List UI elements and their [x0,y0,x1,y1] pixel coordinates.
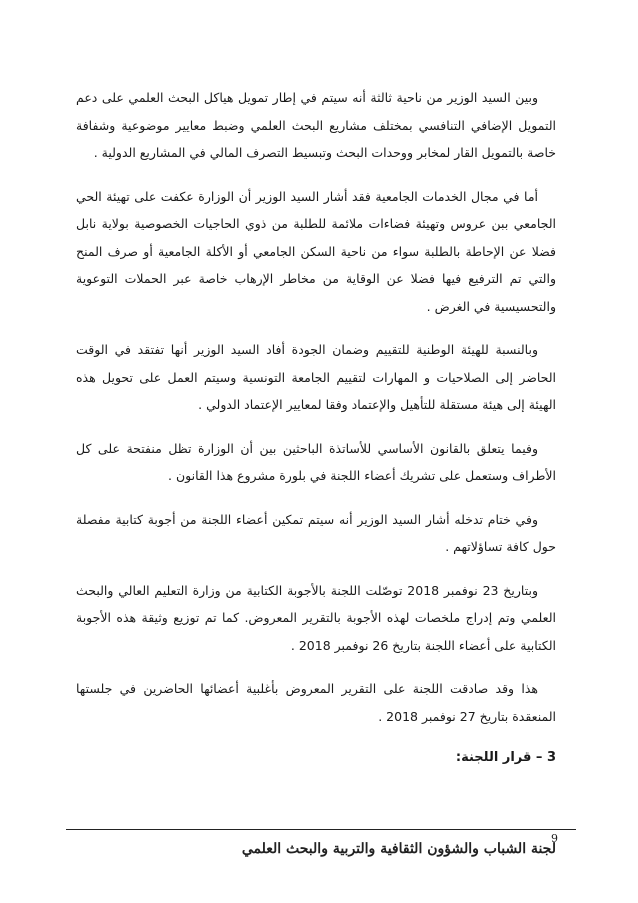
paragraph-approval: هذا وقد صادقت اللجنة على التقرير المعروض بأغلبية أعضائها الحاضرين في جلستها المنعقدة بتاريخ 27 نوفمبر 2018 . [76,681,556,724]
section-heading-committee-decision: 3 – قرار اللجنة: [455,750,556,765]
page-number: 9 [551,832,558,845]
footer-divider [66,829,576,830]
paragraph-written-answers: وفي ختام تدخله أشار السيد الوزير أنه سيتم تمكين أعضاء اللجنة من أجوبة كتابية مفصلة حول كافة تساؤلاتهم . [76,511,556,554]
paragraph-answers-received: وبتاريخ 23 نوفمبر 2018 توصّلت اللجنة بالأجوبة الكتابية من وزارة التعليم العالي والبحث العلمي وتم إدراج ملخصات لهذه الأجوبة بالتقرير المعروض. كما تم توزيع وثيقة هذه الأجوبة الكتابية على أعضاء اللجنة بتاريخ 26 نوفمبر 2018 . [76,582,556,653]
footer-committee-name: لجنة الشباب والشؤون الثقافية والتربية والبحث العلمي [241,841,556,857]
paragraph-evaluation-authority: وبالنسبة للهيئة الوطنية للتقييم وضمان الجودة أفاد السيد الوزير أنها تفتقد في الوقت الحاضر إلى الصلاحيات و المهارات لتقييم الجامعة التونسية وسيتم العمل على تحويل هذه الهيئة إلى هيئة مستقلة للتأهيل والإعتماد وفقا لمعايير الإعتماد الدولي . [76,342,556,412]
paragraph-research-funding: وبين السيد الوزير من ناحية ثالثة أنه سيتم في إطار تمويل هياكل البحث العلمي على دعم التمويل الإضافي التنافسي بمختلف مشاريع البحث العلمي وضبط معايير موضوعية وشفافة خاصة بالتمويل القار لمخابر ووحدات البحث وتبسيط التصرف المالي في المشاريع الدولية . [76,90,556,160]
paragraph-basic-law: وفيما يتعلق بالقانون الأساسي للأساتذة الباحثين بين أن الوزارة تظل منفتحة على كل الأطراف وستعمل على تشريك أعضاء اللجنة في بلورة مشروع هذا القانون . [76,440,556,483]
document-body [76,84,556,770]
paragraph-university-services: أما في مجال الخدمات الجامعية فقد أشار السيد الوزير أن الوزارة عكفت على تهيئة الحي الجامعي ببن عروس وتهيئة فضاءات ملائمة للطلبة من ذوي الحاجيات الخصوصية بولاية نابل فضلا عن الإحاطة بالطلبة سواء من ناحية السكن الجامعي أو الأكلة الجامعية أو صرف المنح والتي تم الترفيع فيها فضلا عن الوقاية من مخاطر الإرهاب خاصة عبر الحملات التوعوية والتحسيسية في الغرض . [76,188,556,314]
